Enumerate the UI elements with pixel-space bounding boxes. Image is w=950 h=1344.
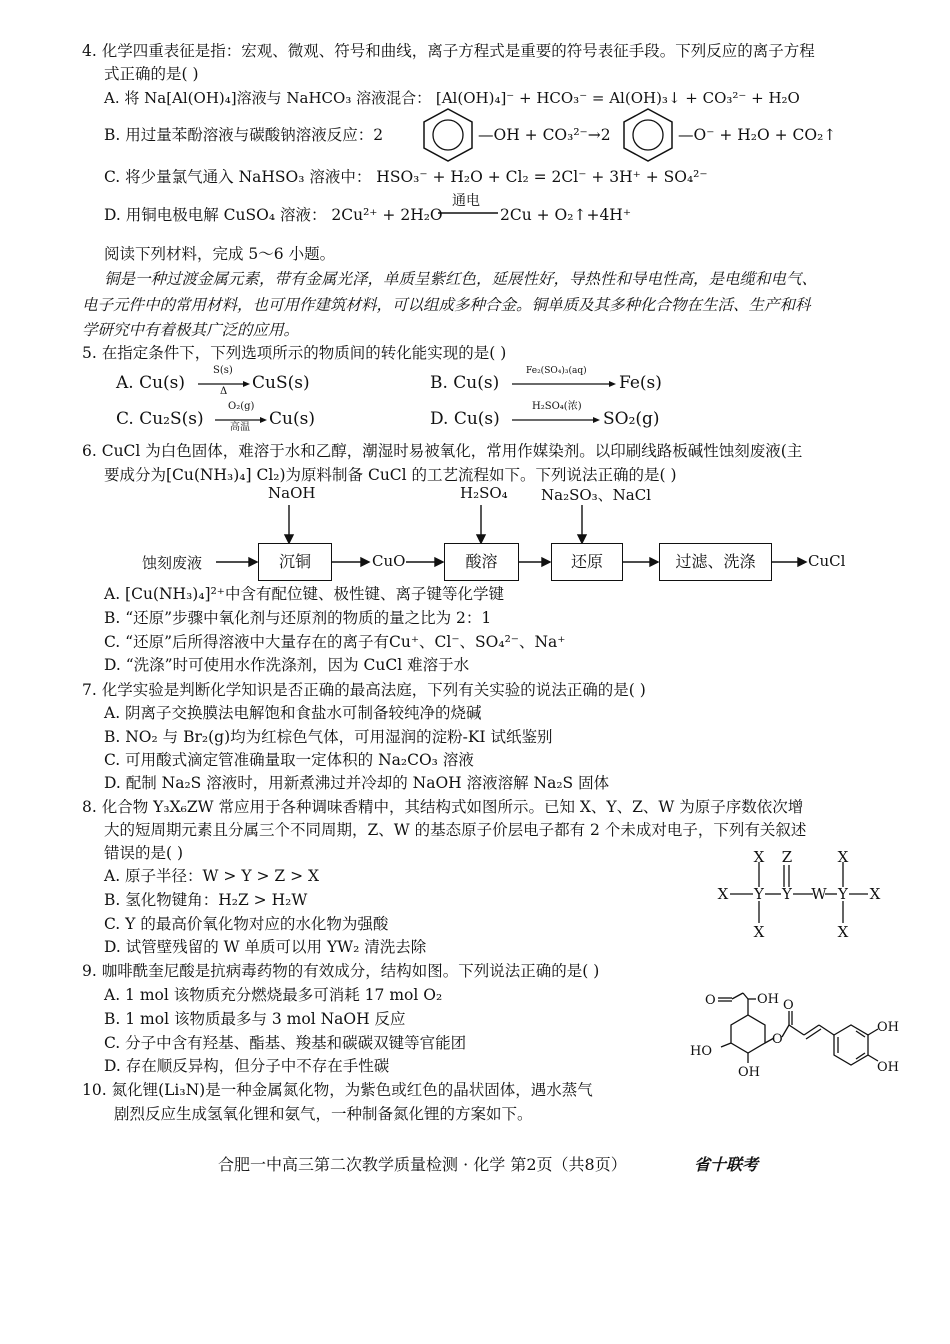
flow-input-naoh: NaOH bbox=[268, 484, 316, 502]
struct-w: W bbox=[811, 885, 827, 903]
q5-c-right: Cu(s) bbox=[269, 409, 315, 429]
q6-option-b: B. “还原”步骤中氧化剂与还原剂的物质的量之比为 2：1 bbox=[104, 609, 492, 627]
q8-option-a: A. 原子半径：W > Y > Z > X bbox=[104, 867, 320, 885]
mol-label-o: O bbox=[705, 993, 716, 1008]
struct-z: Z bbox=[781, 848, 793, 866]
q4-stem-line1: 4. 化学四重表征是指：宏观、微观、符号和曲线，离子方程式是重要的符号表征手段。下列反应的离子方程 bbox=[82, 42, 815, 60]
mol-label-o-ester: O bbox=[772, 1032, 783, 1047]
q5-b-right: Fe(s) bbox=[619, 373, 662, 393]
mol-label-oh-bottom: OH bbox=[738, 1065, 760, 1080]
struct-x-bottom-right: X bbox=[837, 923, 849, 941]
mol-label-ho-left: HO bbox=[690, 1044, 712, 1059]
flow-input-h2so4: H₂SO₄ bbox=[460, 484, 508, 502]
struct-y-right: Y bbox=[838, 885, 848, 903]
flow-end-cucl: CuCl bbox=[808, 552, 846, 570]
flow-box-acid: 酸溶 bbox=[444, 543, 519, 581]
q10-stem-line2: 剧烈反应生成氢氧化锂和氨气，一种制备氮化锂的方案如下。 bbox=[114, 1105, 533, 1123]
q7-stem: 7. 化学实验是判断化学知识是否正确的最高法庭，下列有关实验的说法正确的是( ) bbox=[82, 681, 646, 699]
q5-c-top: O₂(g) bbox=[228, 401, 255, 412]
q4-option-d-prefix: D. 用铜电极电解 CuSO₄ 溶液： 2Cu²⁺ + 2H₂O bbox=[104, 206, 443, 224]
q7-option-c: C. 可用酸式滴定管准确量取一定体积的 Na₂CO₃ 溶液 bbox=[104, 751, 474, 769]
q4-option-b-end: —O⁻ + H₂O + CO₂↑ bbox=[678, 126, 837, 144]
q5-c-bottom: 高温 bbox=[230, 422, 250, 433]
reading-para-line3: 学研究中有着极其广泛的应用。 bbox=[82, 321, 300, 339]
q6-stem-line2: 要成分为[Cu(NH₃)₄] Cl₂)为原料制备 CuCl 的工艺流程如下。下列说法正确的是( ) bbox=[104, 466, 677, 484]
q5-a-left: A. Cu(s) bbox=[116, 373, 186, 393]
q6-option-a: A. [Cu(NH₃)₄]²⁺中含有配位键、极性键、离子键等化学键 bbox=[104, 585, 504, 603]
reading-intro: 阅读下列材料，完成 5～6 小题。 bbox=[104, 245, 336, 263]
mol-label-o-carbonyl: O bbox=[783, 998, 794, 1013]
mol-label-oh-top: OH bbox=[757, 992, 779, 1007]
struct-y-center: Y bbox=[782, 885, 792, 903]
q9-option-c: C. 分子中含有羟基、酯基、羧基和碳碳双键等官能团 bbox=[104, 1034, 467, 1052]
q4-option-b-prefix: B. 用过量苯酚溶液与碳酸钠溶液反应：2 bbox=[104, 126, 384, 144]
flow-arrows bbox=[0, 0, 950, 600]
page-footer: 合肥一中高三第二次教学质量检测 · 化学 第2页（共8页） bbox=[218, 1155, 627, 1174]
q4-option-b-mid: —OH + CO₃²⁻→2 bbox=[478, 126, 611, 144]
q5-b-left: B. Cu(s) bbox=[430, 373, 500, 393]
q8-stem-line1: 8. 化合物 Y₃X₆ZW 常应用于各种调味香精中，其结构式如图所示。已知 X、Y、Z、W 为原子序数依次增 bbox=[82, 798, 804, 816]
q5-a-bottom: Δ bbox=[220, 386, 228, 397]
q9-option-a: A. 1 mol 该物质充分燃烧最多可消耗 17 mol O₂ bbox=[104, 986, 443, 1004]
struct-x-top-right: X bbox=[837, 848, 849, 866]
q9-option-b: B. 1 mol 该物质最多与 3 mol NaOH 反应 bbox=[104, 1010, 406, 1028]
flow-start-waste: 蚀刻废液 bbox=[142, 554, 203, 572]
q5-c-left: C. Cu₂S(s) bbox=[116, 409, 204, 429]
q10-stem-line1: 10. 氮化锂(Li₃N)是一种金属氮化物，为紫色或红色的晶状固体，遇水蒸气 bbox=[82, 1081, 593, 1099]
q4-option-d-condition: 通电 bbox=[452, 193, 480, 209]
q8-structure-formula bbox=[715, 848, 885, 940]
q7-option-a: A. 阴离子交换膜法电解饱和食盐水可制备较纯净的烧碱 bbox=[104, 704, 482, 722]
q9-option-d: D. 存在顺反异构，但分子中不存在手性碳 bbox=[104, 1057, 390, 1075]
mol-label-oh-ring1: OH bbox=[877, 1020, 899, 1035]
q7-option-d: D. 配制 Na₂S 溶液时，用新煮沸过并冷却的 NaOH 溶液溶解 Na₂S 固体 bbox=[104, 774, 610, 792]
struct-y-left: Y bbox=[754, 885, 764, 903]
flow-box-filter-wash: 过滤、洗涤 bbox=[659, 543, 772, 581]
struct-x-left: X bbox=[717, 885, 729, 903]
q5-b-top: Fe₂(SO₄)₃(aq) bbox=[526, 366, 587, 376]
q9-molecule-structure bbox=[688, 985, 903, 1080]
q4-option-d-end: 2Cu + O₂↑+4H⁺ bbox=[500, 206, 632, 224]
q8-stem-line3: 错误的是( ) bbox=[104, 844, 184, 862]
q5-d-left: D. Cu(s) bbox=[430, 409, 500, 429]
struct-x-right: X bbox=[869, 885, 881, 903]
q8-option-b: B. 氢化物键角：H₂Z > H₂W bbox=[104, 891, 308, 909]
flow-box-reduce: 还原 bbox=[551, 543, 623, 581]
reading-para-line2: 电子元件中的常用材料，也可用作建筑材料，可以组成多种合金。铜单质及其多种化合物在生活、生产和科 bbox=[82, 296, 811, 314]
struct-x-bottom-left: X bbox=[753, 923, 765, 941]
q8-stem-line2: 大的短周期元素且分属三个不同周期，Z、W 的基态原子价层电子都有 2 个未成对电子，下列有关叙述 bbox=[104, 821, 807, 839]
reading-para-line1: 铜是一种过渡金属元素，带有金属光泽，单质呈紫红色，延展性好，导热性和导电性高，是电缆和电气、 bbox=[104, 270, 818, 288]
q5-a-right: CuS(s) bbox=[252, 373, 310, 393]
q5-d-right: SO₂(g) bbox=[603, 409, 660, 429]
q5-stem: 5. 在指定条件下，下列选项所示的物质间的转化能实现的是( ) bbox=[82, 344, 507, 362]
q8-option-c: C. Y 的最高价氧化物对应的水化物为强酸 bbox=[104, 915, 389, 933]
q7-option-b: B. NO₂ 与 Br₂(g)均为红棕色气体，可用湿润的淀粉-KI 试纸鉴别 bbox=[104, 728, 553, 746]
q4-stem-line2: 式正确的是( ) bbox=[104, 65, 199, 83]
q6-option-c: C. “还原”后所得溶液中大量存在的离子有Cu⁺、Cl⁻、SO₄²⁻、Na⁺ bbox=[104, 633, 566, 651]
q8-option-d: D. 试管壁残留的 W 单质可以用 YW₂ 清洗去除 bbox=[104, 938, 427, 956]
q9-stem: 9. 咖啡酰奎尼酸是抗病毒药物的有效成分，结构如图。下列说法正确的是( ) bbox=[82, 962, 600, 980]
q4-option-a: A. 将 Na[Al(OH)₄]溶液与 NaHCO₃ 溶液混合： [Al(OH)₄]⁻ + HCO₃⁻ = Al(OH)₃↓ + CO₃²⁻ + H₂O bbox=[104, 89, 800, 107]
q6-stem-line1: 6. CuCl 为白色固体，难溶于水和乙醇，潮湿时易被氧化，常用作媒染剂。以印刷线路板碱性蚀刻废液(主 bbox=[82, 442, 803, 460]
struct-x-top-left: X bbox=[753, 848, 765, 866]
q5-d-top: H₂SO₄(浓) bbox=[532, 401, 582, 412]
q4-option-c: C. 将少量氯气通入 NaHSO₃ 溶液中： HSO₃⁻ + H₂O + Cl₂ = 2Cl⁻ + 3H⁺ + SO₄²⁻ bbox=[104, 168, 708, 186]
q6-option-d: D. “洗涤”时可使用水作洗涤剂，因为 CuCl 难溶于水 bbox=[104, 656, 470, 674]
flow-box-precipitate: 沉铜 bbox=[258, 543, 332, 581]
q5-a-top: S(s) bbox=[213, 365, 233, 376]
mol-label-oh-ring2: OH bbox=[877, 1060, 899, 1075]
flow-cuo: CuO bbox=[372, 552, 406, 570]
flow-input-na2so3-nacl: Na₂SO₃、NaCl bbox=[541, 486, 652, 504]
footer-tag: 省十联考 bbox=[694, 1155, 759, 1174]
